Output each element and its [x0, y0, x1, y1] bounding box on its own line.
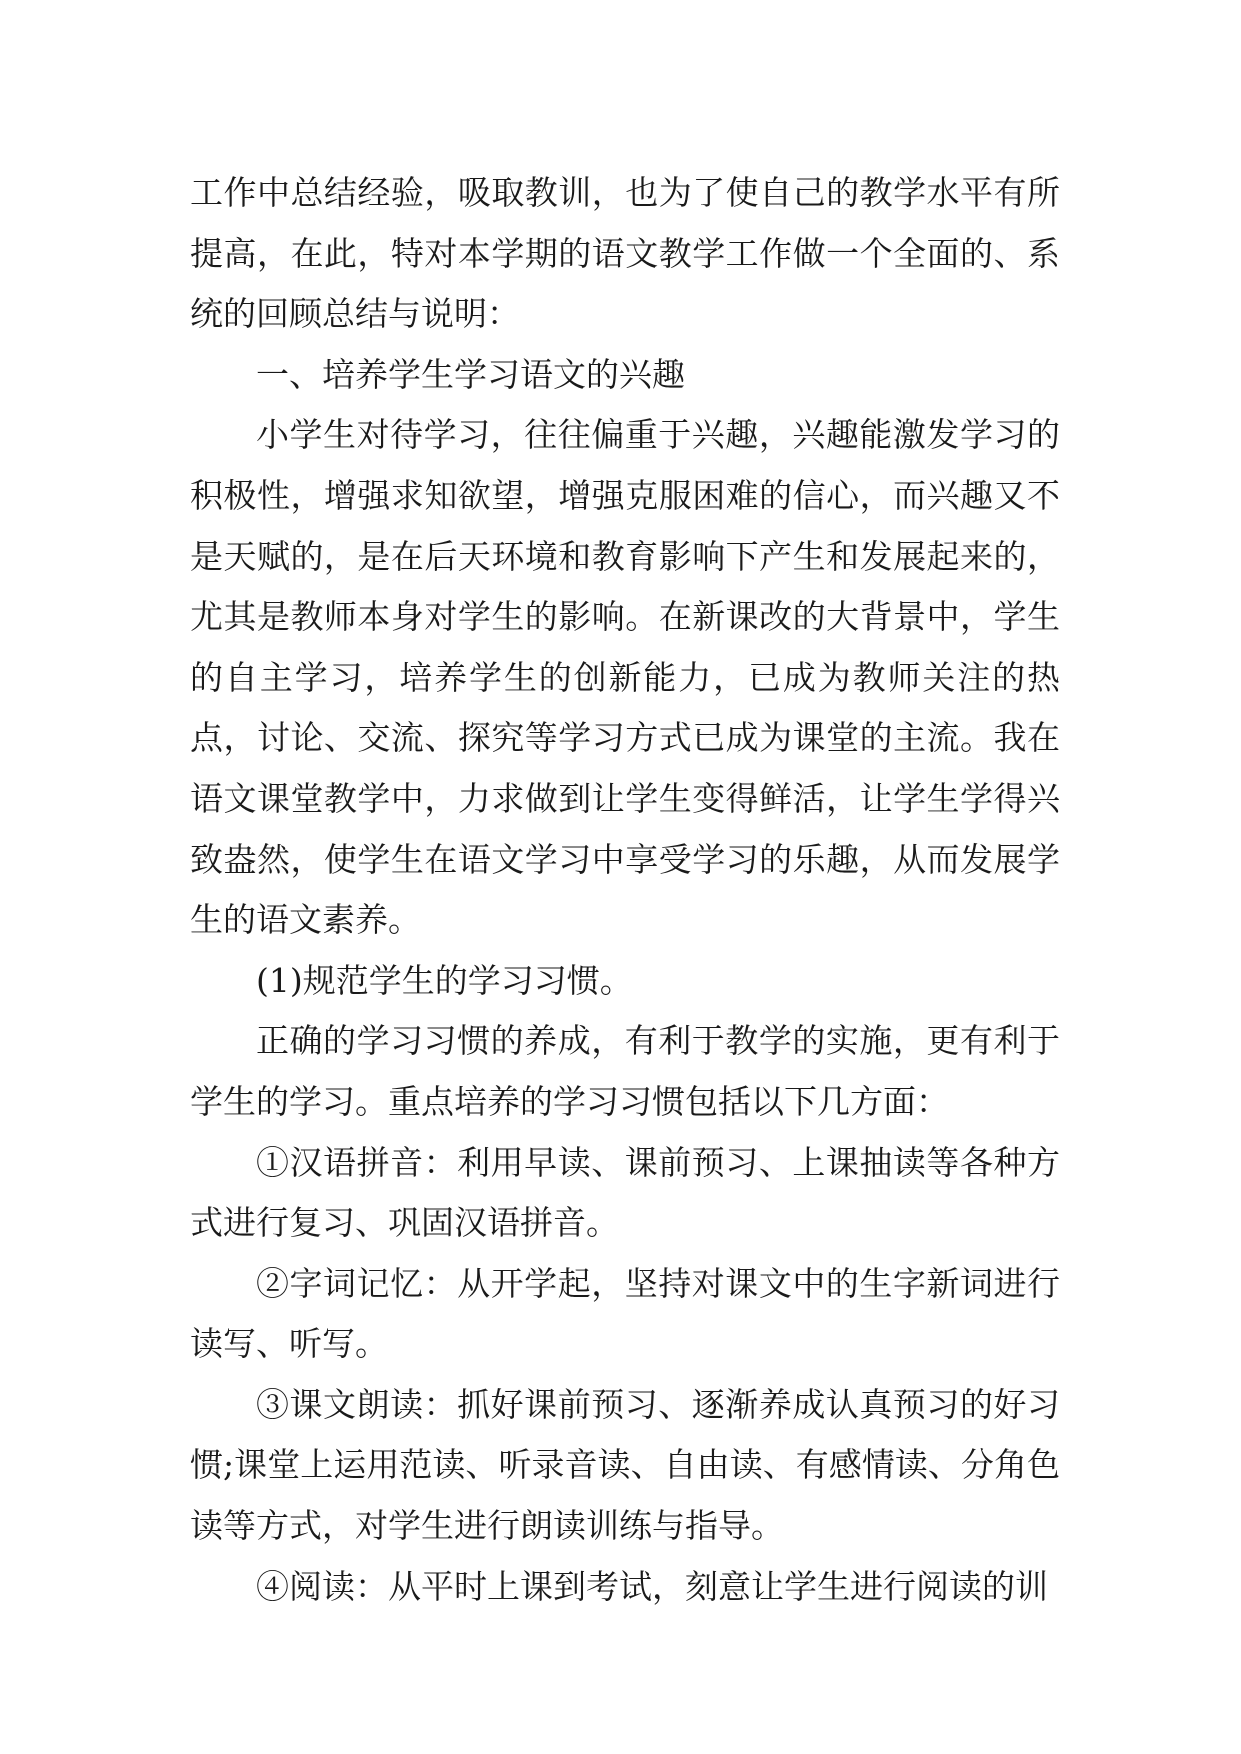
paragraph-interest: 小学生对待学习，往往偏重于兴趣，兴趣能激发学习的积极性，增强求知欲望，增强克服困难的信心，而兴趣又不是天赋的，是在后天环境和教育影响下产生和发展起来的，尤其是教师本身对学生的影响。在新课改的大背景中，学生的自主学习，培养学生的创新能力，已成为教师关注的热点，讨论、交流、探究等学习方式已成为课堂的主流。我在语文课堂教学中，力求做到让学生变得鲜活，让学生学得兴致盎然，使学生在语文学习中享受学习的乐趣，从而发展学生的语文素养。 — [190, 415, 1060, 940]
subheading-habits: (1)规范学生的学习习惯。 — [256, 960, 633, 1000]
list-item-reading-aloud: ③课文朗读：抓好课前预习、逐渐养成认真预习的好习惯;课堂上运用范读、听录音读、自由读、有感情读、分角色读等方式，对学生进行朗读训练与指导。 — [190, 1384, 1060, 1546]
list-item-vocabulary: ②字词记忆：从开学起，坚持对课文中的生字新词进行读写、听写。 — [190, 1263, 1060, 1364]
paragraph-habits: 正确的学习习惯的养成，有利于教学的实施，更有利于学生的学习。重点培养的学习习惯包括以下几方面： — [190, 1021, 1060, 1121]
section-heading-interest: 一、培养学生学习语文的兴趣 — [256, 354, 685, 394]
paragraph-intro-continued: 工作中总结经验，吸取教训，也为了使自己的教学水平有所提高，在此，特对本学期的语文教学工作做一个全面的、系统的回顾总结与说明： — [190, 173, 1060, 334]
document-body — [190, 163, 1060, 1617]
list-item-pinyin: ①汉语拼音：利用早读、课前预习、上课抽读等各种方式进行复习、巩固汉语拼音。 — [190, 1142, 1060, 1243]
list-item-reading: ④阅读：从平时上课到考试，刻意让学生进行阅读的训 — [256, 1566, 1048, 1606]
